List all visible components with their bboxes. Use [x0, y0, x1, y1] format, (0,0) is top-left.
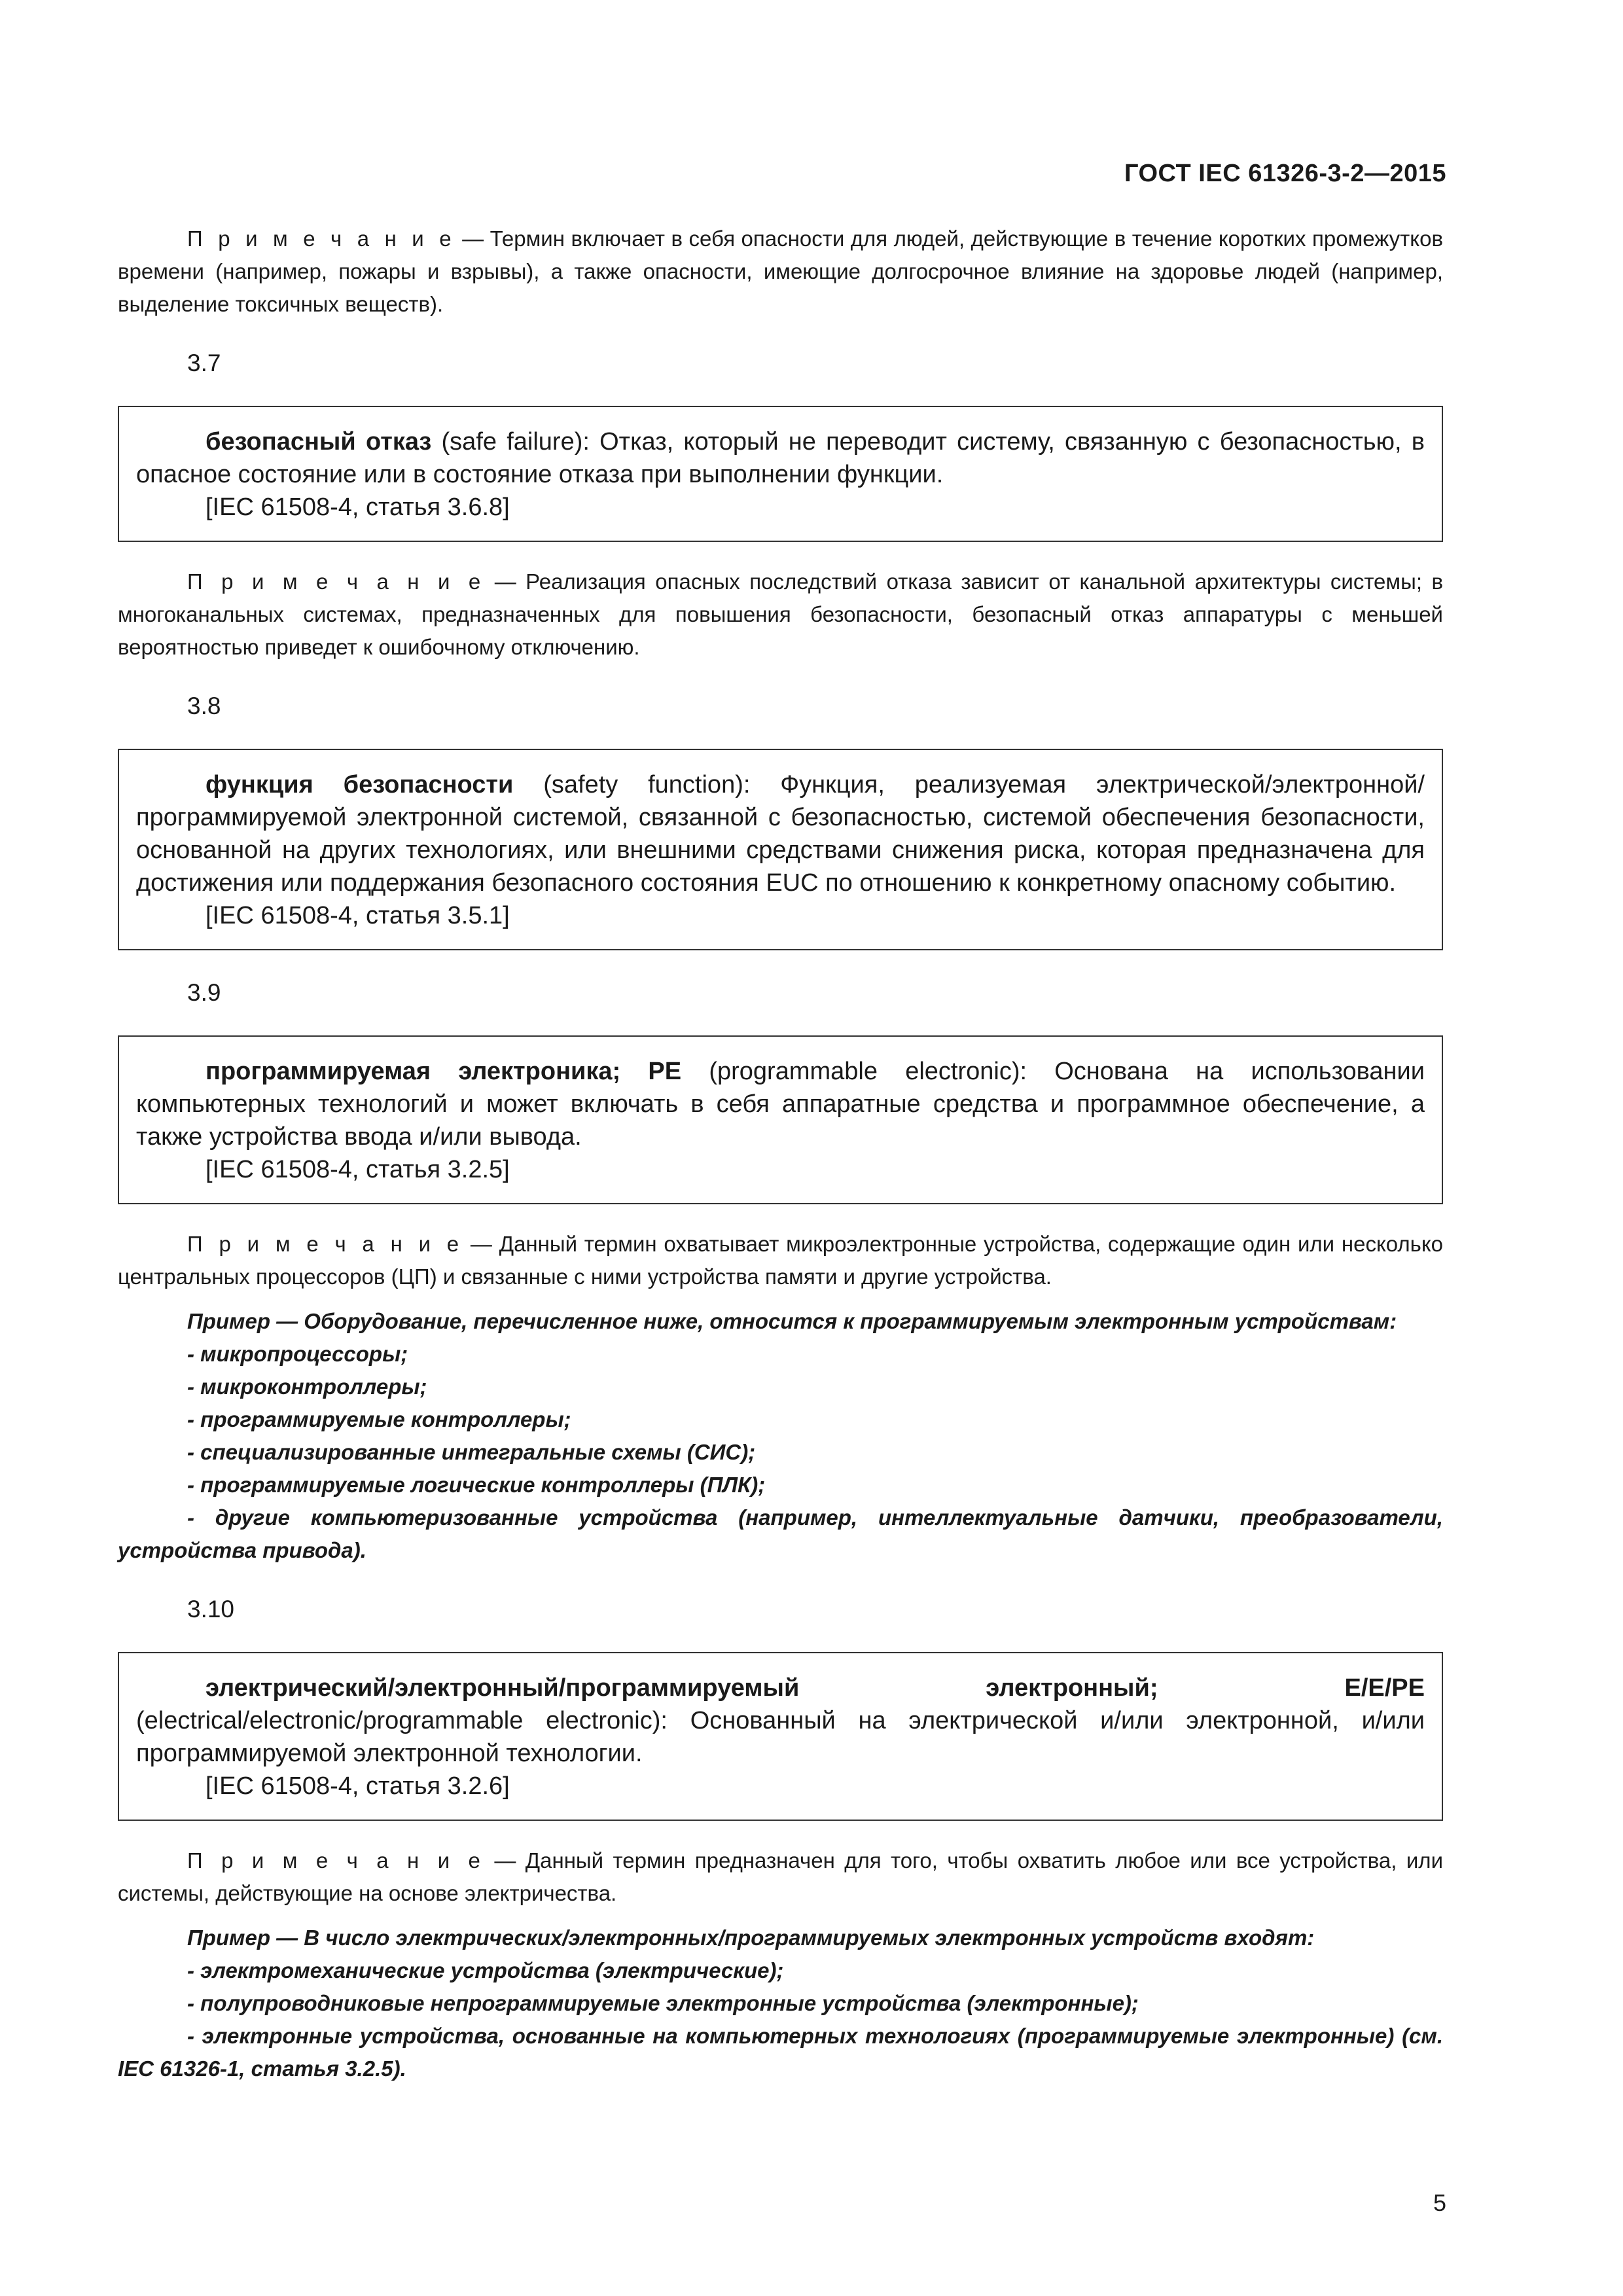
note-label: П р и м е ч а н и е — [187, 569, 486, 594]
note-dash: — — [485, 569, 526, 594]
definition-text: (programmable electronic): Основана на использовании компьютерных технологий и может включать в себя аппаратные средства и программное обеспечение, а также устройства ввода и/или вывода. — [136, 1058, 1425, 1151]
reference: [IEC 61508-4, статья 3.2.5] — [205, 1156, 510, 1183]
example-item: - электромеханические устройства (электрические); — [187, 1958, 784, 1982]
note-3-10 — [118, 1844, 1443, 1910]
reference: [IEC 61508-4, статья 3.6.8] — [205, 493, 510, 521]
example-item: - программируемые контроллеры; — [187, 1407, 571, 1431]
term-eepe: электрический/электронный/программируемый электронный; E/E/PE — [205, 1674, 1425, 1702]
definition-text: (electrical/electronic/programmable electronic): Основанный на электрической и/или электронной, и/или программируемой электронной технологии. — [136, 1707, 1425, 1767]
note-dash: — — [484, 1848, 526, 1873]
example-item: - электронные устройства, основанные на компьютерных технологиях (программируемые электронные) (см. IEC 61326-1, статья 3.2.5). — [118, 2024, 1443, 2081]
standard-designation: ГОСТ IEC 61326-3-2—2015 — [1124, 160, 1446, 187]
note-label: П р и м е ч а н и е — [187, 1848, 485, 1873]
note-label: П р и м е ч а н и е — [187, 1232, 464, 1256]
term-programmable-electronic: программируемая электроника; PE — [205, 1058, 682, 1085]
definition-box-3-7 — [118, 406, 1443, 542]
definition-text: (safe failure): Отказ, который не переводит систему, связанную с безопасностью, в опасное состояние или в состояние отказа при выполнении функции. — [136, 428, 1425, 488]
note-text: Данный термин охватывает микроэлектронные устройства, содержащие один или несколько центральных процессоров (ЦП) и связанные с ними устройства памяти и другие устройства. — [118, 1232, 1443, 1289]
term-safety-function: функция безопасности — [205, 771, 514, 798]
example-item: - другие компьютеризованные устройства (например, интеллектуальные датчики, преобразователи, устройства привода). — [118, 1505, 1443, 1562]
term-safe-failure: безопасный отказ — [205, 428, 432, 456]
example-intro-3-9: Пример — Оборудование, перечисленное ниже, относится к программируемым электронным устройствам: — [187, 1309, 1397, 1333]
example-item: - специализированные интегральные схемы (СИС); — [187, 1440, 756, 1464]
example-intro-3-10: Пример — В число электрических/электронных/программируемых электронных устройств входят: — [187, 1926, 1315, 1950]
clause-number-3-7: 3.7 — [187, 350, 221, 376]
definition-box-3-8 — [118, 749, 1443, 950]
example-item: - микроконтроллеры; — [187, 1374, 427, 1399]
example-item: - программируемые логические контроллеры (ПЛК); — [187, 1473, 766, 1497]
definition-box-3-9 — [118, 1035, 1443, 1204]
note-hazard — [118, 223, 1443, 321]
clause-number-3-10: 3.10 — [187, 1596, 235, 1623]
note-text: Реализация опасных последствий отказа зависит от канальной архитектуры системы; в многоканальных системах, предназначенных для повышения безопасности, безопасный отказ аппаратуры с меньшей вероятностью приведет к ошибочному отключению. — [118, 569, 1443, 659]
reference: [IEC 61508-4, статья 3.5.1] — [205, 902, 510, 929]
note-label: П р и м е ч а н и е — [187, 226, 456, 251]
reference: [IEC 61508-4, статья 3.2.6] — [205, 1772, 510, 1800]
note-text: Данный термин предназначен для того, чтобы охватить любое или все устройства, или системы, действующие на основе электричества. — [118, 1848, 1443, 1905]
note-3-9 — [118, 1228, 1443, 1293]
definition-text: (safety function): Функция, реализуемая электрической/электронной/программируемой электронной системой, связанной с безопасностью, системой обеспечения безопасности, основанной на других технологиях, или внешними средствами снижения риска, которая предназначена для достижения или поддержания безопасного состояния EUC по отношению к конкретному опасному событию. — [136, 771, 1425, 897]
example-item: - микропроцессоры; — [187, 1342, 408, 1366]
note-dash: — — [455, 226, 490, 251]
definition-box-3-10 — [118, 1652, 1443, 1821]
page-content — [118, 223, 1443, 2085]
example-item: - полупроводниковые непрограммируемые электронные устройства (электронные); — [187, 1991, 1139, 2015]
note-3-7 — [118, 565, 1443, 664]
note-dash: — — [463, 1232, 499, 1256]
page-number: 5 — [1433, 2189, 1446, 2216]
clause-number-3-9: 3.9 — [187, 979, 221, 1006]
note-text: Термин включает в себя опасности для людей, действующие в течение коротких промежутков времени (например, пожары и взрывы), а также опасности, имеющие долгосрочное влияние на здоровье людей (например, выделение токсичных веществ). — [118, 226, 1443, 316]
clause-number-3-8: 3.8 — [187, 692, 221, 719]
